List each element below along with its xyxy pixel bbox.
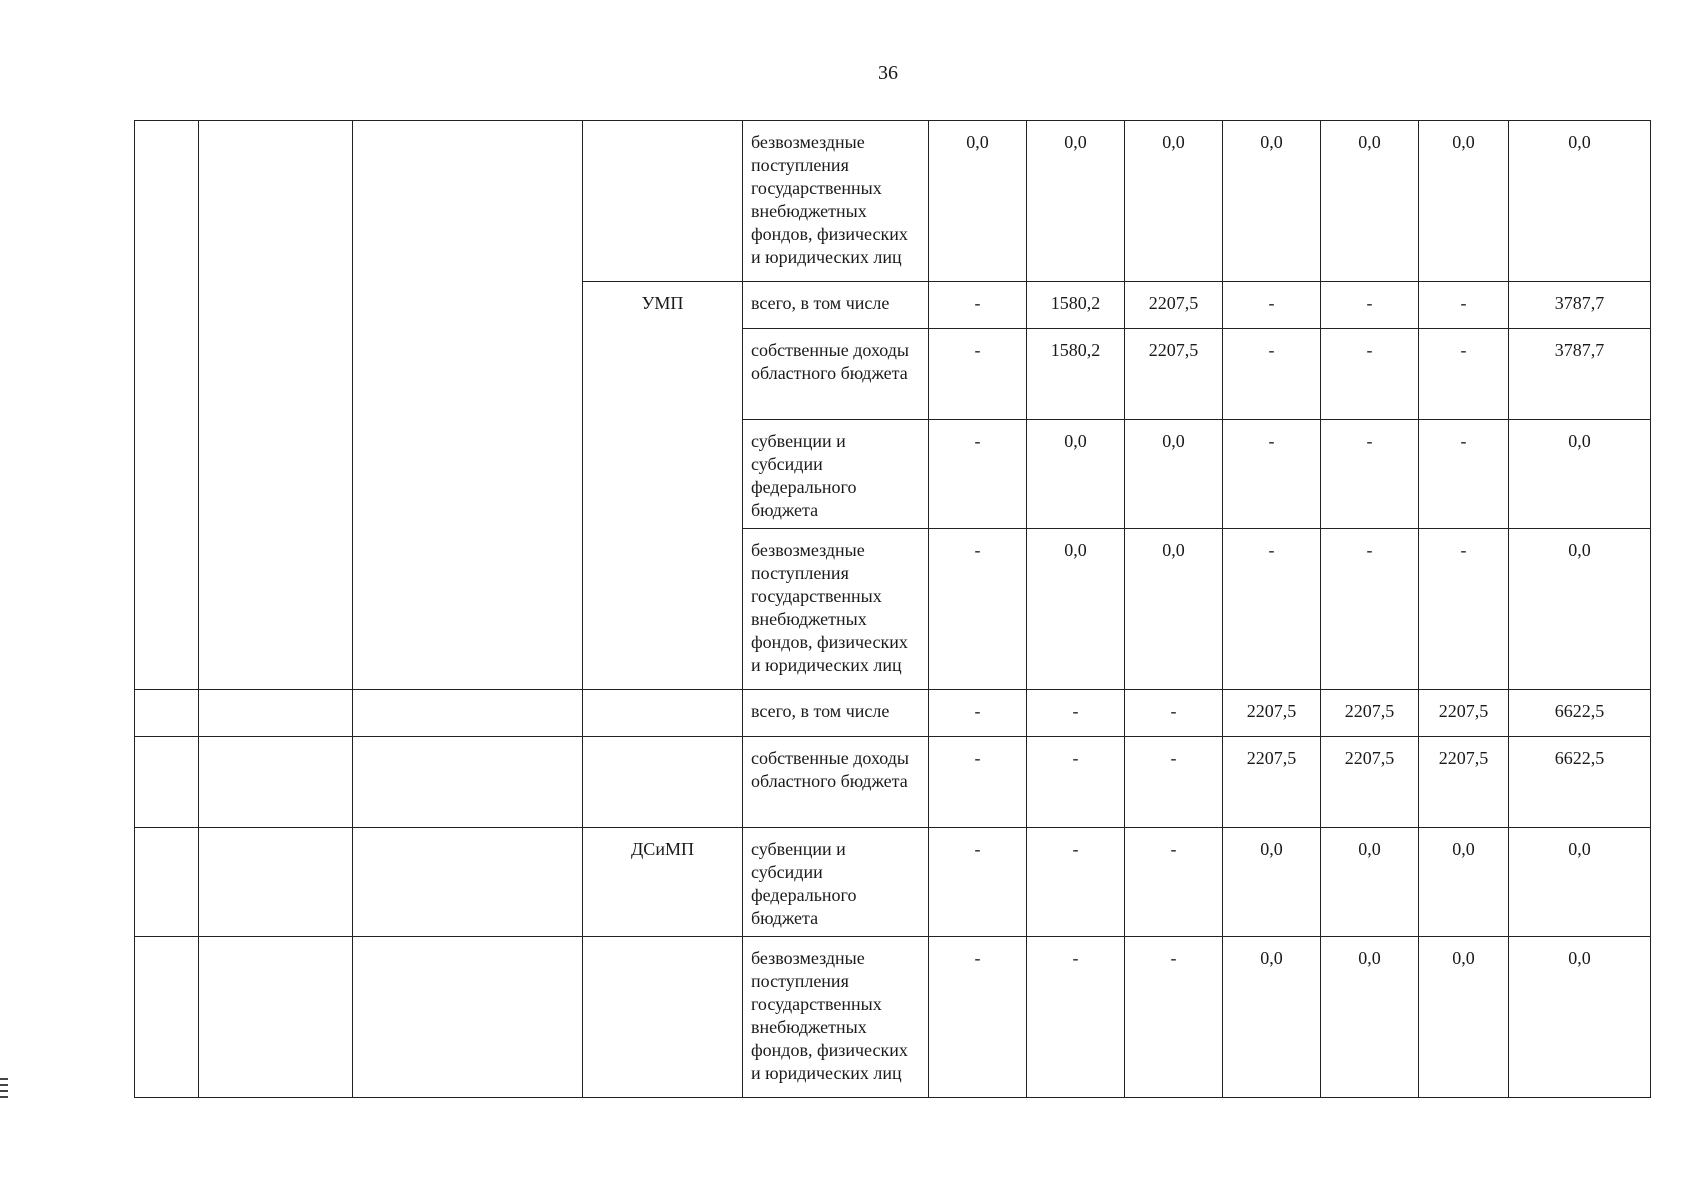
value-cell: 0,0 [929, 121, 1027, 282]
value-cell: 0,0 [1223, 828, 1321, 937]
executor-cell: УМП [583, 282, 743, 690]
total-cell: 0,0 [1509, 529, 1651, 690]
total-cell: 0,0 [1509, 420, 1651, 529]
cell-col1 [135, 690, 199, 737]
cell-col1 [135, 737, 199, 828]
cell-col1 [135, 828, 199, 937]
value-cell: 0,0 [1321, 937, 1419, 1098]
value-cell: 2207,5 [1223, 737, 1321, 828]
value-cell: 0,0 [1125, 529, 1223, 690]
value-cell: - [1419, 329, 1509, 420]
value-cell: 0,0 [1125, 121, 1223, 282]
value-cell: - [1321, 420, 1419, 529]
funding-source-cell: субвенции и субсидии федерального бюджета [743, 828, 929, 937]
value-cell: 2207,5 [1321, 737, 1419, 828]
value-cell: - [1027, 828, 1125, 937]
total-cell: 0,0 [1509, 828, 1651, 937]
executor-cell [583, 937, 743, 1098]
table-row [135, 937, 1651, 1098]
value-cell: - [1027, 737, 1125, 828]
cell-col3-merged [353, 121, 583, 690]
table-row [135, 121, 1651, 282]
value-cell: - [929, 420, 1027, 529]
cell-col2-merged [199, 121, 353, 690]
table-row [135, 828, 1651, 937]
table-row [135, 737, 1651, 828]
value-cell: - [1223, 329, 1321, 420]
value-cell: 0,0 [1419, 121, 1509, 282]
cell-col2 [199, 828, 353, 937]
value-cell: - [929, 690, 1027, 737]
cell-col2 [199, 937, 353, 1098]
value-cell: - [1321, 529, 1419, 690]
value-cell: - [1223, 529, 1321, 690]
value-cell: 1580,2 [1027, 282, 1125, 329]
scan-margin-marks [0, 1078, 8, 1108]
value-cell: - [1125, 737, 1223, 828]
value-cell: 0,0 [1125, 420, 1223, 529]
value-cell: 0,0 [1419, 937, 1509, 1098]
value-cell: - [929, 737, 1027, 828]
cell-col2 [199, 737, 353, 828]
cell-col3 [353, 737, 583, 828]
value-cell: 0,0 [1027, 420, 1125, 529]
total-cell: 6622,5 [1509, 737, 1651, 828]
value-cell: 0,0 [1223, 937, 1321, 1098]
value-cell: - [929, 937, 1027, 1098]
value-cell: - [1125, 828, 1223, 937]
value-cell: 2207,5 [1223, 690, 1321, 737]
value-cell: - [929, 282, 1027, 329]
cell-col2 [199, 690, 353, 737]
value-cell: - [929, 529, 1027, 690]
total-cell: 3787,7 [1509, 329, 1651, 420]
value-cell: 2207,5 [1419, 737, 1509, 828]
funding-source-cell: безвозмездные поступления государственных внебюджетных фондов, физических и юридических лиц [743, 529, 929, 690]
value-cell: - [1027, 690, 1125, 737]
executor-cell [583, 690, 743, 737]
executor-cell: ДСиМП [583, 828, 743, 937]
cell-col1-merged [135, 121, 199, 690]
executor-cell [583, 121, 743, 282]
value-cell: 0,0 [1027, 529, 1125, 690]
cell-col3 [353, 690, 583, 737]
funding-source-cell: собственные доходы областного бюджета [743, 329, 929, 420]
value-cell: - [1223, 282, 1321, 329]
funding-source-cell: собственные доходы областного бюджета [743, 737, 929, 828]
cell-col3 [353, 828, 583, 937]
value-cell: - [1419, 529, 1509, 690]
funding-source-cell: безвозмездные поступления государственных внебюджетных фондов, физических и юридических лиц [743, 937, 929, 1098]
value-cell: 2207,5 [1419, 690, 1509, 737]
value-cell: 0,0 [1223, 121, 1321, 282]
page-number: 36 [878, 62, 898, 84]
value-cell: - [929, 828, 1027, 937]
value-cell: - [1419, 282, 1509, 329]
value-cell: - [1223, 420, 1321, 529]
value-cell: 1580,2 [1027, 329, 1125, 420]
value-cell: - [929, 329, 1027, 420]
value-cell: 2207,5 [1125, 282, 1223, 329]
value-cell: - [1321, 282, 1419, 329]
value-cell: - [1125, 937, 1223, 1098]
cell-col3 [353, 937, 583, 1098]
value-cell: 0,0 [1321, 121, 1419, 282]
value-cell: 2207,5 [1321, 690, 1419, 737]
value-cell: - [1125, 690, 1223, 737]
value-cell: 2207,5 [1125, 329, 1223, 420]
executor-cell [583, 737, 743, 828]
budget-table [134, 120, 1651, 1098]
total-cell: 0,0 [1509, 937, 1651, 1098]
value-cell: 0,0 [1321, 828, 1419, 937]
funding-source-cell: всего, в том числе [743, 282, 929, 329]
value-cell: - [1419, 420, 1509, 529]
value-cell: 0,0 [1027, 121, 1125, 282]
funding-source-cell: субвенции и субсидии федерального бюджета [743, 420, 929, 529]
value-cell: - [1027, 937, 1125, 1098]
cell-col1 [135, 937, 199, 1098]
table-row [135, 690, 1651, 737]
value-cell: 0,0 [1419, 828, 1509, 937]
funding-source-cell: всего, в том числе [743, 690, 929, 737]
total-cell: 3787,7 [1509, 282, 1651, 329]
value-cell: - [1321, 329, 1419, 420]
total-cell: 0,0 [1509, 121, 1651, 282]
total-cell: 6622,5 [1509, 690, 1651, 737]
funding-source-cell: безвозмездные поступления государственных внебюджетных фондов, физических и юридических лиц [743, 121, 929, 282]
